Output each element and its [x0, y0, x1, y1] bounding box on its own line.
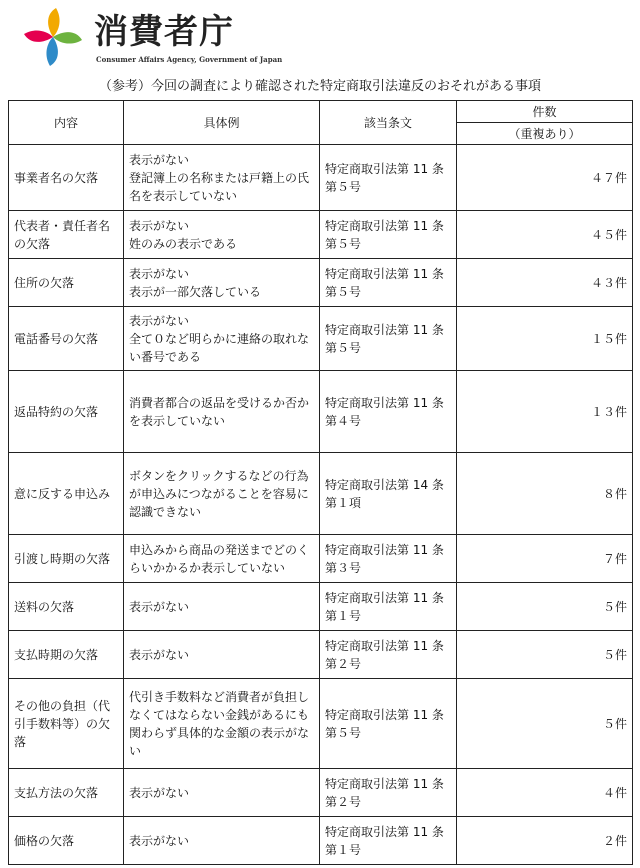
header-example: 具体例 — [124, 101, 320, 145]
cell-count: ４５件 — [457, 211, 633, 259]
cell-item: 事業者名の欠落 — [9, 145, 124, 211]
cell-count: １５件 — [457, 307, 633, 371]
cell-article: 特定商取引法第 11 条第５号 — [320, 307, 457, 371]
example-line: 表示が一部欠落している — [129, 284, 262, 299]
example-line: 表示がない — [129, 785, 190, 800]
cell-example — [124, 371, 320, 453]
cell-example — [124, 679, 320, 769]
example-line: 姓のみの表示である — [129, 236, 238, 251]
cell-example — [124, 453, 320, 535]
cell-article: 特定商取引法第 11 条第５号 — [320, 211, 457, 259]
cell-count: ４件 — [457, 769, 633, 817]
cell-article: 特定商取引法第 11 条第５号 — [320, 259, 457, 307]
cell-item: 住所の欠落 — [9, 259, 124, 307]
cell-item: 引渡し時期の欠落 — [9, 535, 124, 583]
cell-example — [124, 259, 320, 307]
cell-example — [124, 631, 320, 679]
cell-article: 特定商取引法第 11 条第５号 — [320, 679, 457, 769]
cell-item: 意に反する申込み — [9, 453, 124, 535]
violations-table — [8, 100, 633, 865]
cell-example — [124, 817, 320, 865]
example-line: 表示がない — [129, 266, 190, 281]
example-line: 代引き手数料など消費者が負担しなくてはならない金銭があるにも関わらず具体的な金額の表示がない — [129, 689, 310, 758]
cell-article: 特定商取引法第 11 条第５号 — [320, 145, 457, 211]
cell-count: ５件 — [457, 679, 633, 769]
example-line: 消費者都合の返品を受けるか否かを表示していない — [129, 395, 310, 428]
example-line: 申込みから商品の発送までどのくらいかかるか表示していない — [129, 542, 310, 575]
header-item: 内容 — [9, 101, 124, 145]
cell-article: 特定商取引法第 14 条第１項 — [320, 453, 457, 535]
cell-item: 支払時期の欠落 — [9, 631, 124, 679]
cell-count: ７件 — [457, 535, 633, 583]
table-row — [9, 145, 633, 211]
page-header — [22, 6, 322, 72]
header-count-note: （重複あり） — [457, 123, 633, 145]
table-row — [9, 679, 633, 769]
cell-article: 特定商取引法第 11 条第２号 — [320, 769, 457, 817]
cell-count: ４３件 — [457, 259, 633, 307]
agency-logo-icon — [22, 6, 84, 68]
example-line: 表示がない — [129, 833, 190, 848]
cell-count: ５件 — [457, 583, 633, 631]
cell-example — [124, 211, 320, 259]
cell-item: 価格の欠落 — [9, 817, 124, 865]
header-count: 件数 — [457, 101, 633, 123]
cell-item: 返品特約の欠落 — [9, 371, 124, 453]
table-row — [9, 453, 633, 535]
cell-article: 特定商取引法第 11 条第３号 — [320, 535, 457, 583]
cell-item: 支払方法の欠落 — [9, 769, 124, 817]
table-row — [9, 769, 633, 817]
document-title: （参考）今回の調査により確認された特定商取引法違反のおそれがある事項 — [98, 79, 541, 94]
example-line: 表示がない — [129, 599, 190, 614]
cell-article: 特定商取引法第 11 条第２号 — [320, 631, 457, 679]
example-line: 表示がない — [129, 218, 190, 233]
example-line: 全て０など明らかに連絡の取れない番号である — [129, 331, 310, 364]
cell-item: 送料の欠落 — [9, 583, 124, 631]
cell-article: 特定商取引法第 11 条第４号 — [320, 371, 457, 453]
table-row — [9, 631, 633, 679]
cell-example — [124, 307, 320, 371]
table-row — [9, 307, 633, 371]
cell-count: ８件 — [457, 453, 633, 535]
table-row — [9, 583, 633, 631]
table-row — [9, 817, 633, 865]
table-body — [9, 145, 633, 865]
example-line: 登記簿上の名称または戸籍上の氏名を表示していない — [129, 170, 310, 203]
cell-item: 電話番号の欠落 — [9, 307, 124, 371]
cell-article: 特定商取引法第 11 条第１号 — [320, 817, 457, 865]
example-line: 表示がない — [129, 313, 190, 328]
cell-example — [124, 583, 320, 631]
cell-example — [124, 769, 320, 817]
table-row — [9, 211, 633, 259]
header-article: 該当条文 — [320, 101, 457, 145]
table-row — [9, 371, 633, 453]
cell-article: 特定商取引法第 11 条第１号 — [320, 583, 457, 631]
example-line: 表示がない — [129, 647, 190, 662]
cell-count: １３件 — [457, 371, 633, 453]
table-row — [9, 259, 633, 307]
example-line: 表示がない — [129, 152, 190, 167]
cell-count: ２件 — [457, 817, 633, 865]
cell-example — [124, 535, 320, 583]
cell-count: ５件 — [457, 631, 633, 679]
agency-name-en: Consumer Affairs Agency, Government of Japan — [96, 55, 283, 64]
table-row — [9, 535, 633, 583]
cell-count: ４７件 — [457, 145, 633, 211]
example-line: ボタンをクリックするなどの行為が申込みにつながることを容易に認識できない — [129, 468, 309, 519]
cell-item: 代表者・責任者名の欠落 — [9, 211, 124, 259]
cell-example — [124, 145, 320, 211]
cell-item: その他の負担（代引手数料等）の欠落 — [9, 679, 124, 769]
agency-name: 消費者庁 — [94, 12, 234, 52]
